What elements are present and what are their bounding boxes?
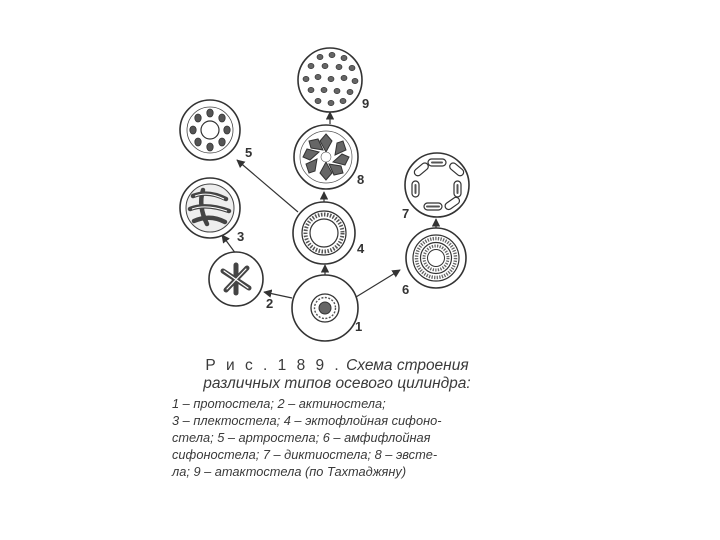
caption-line: сифоностела; 7 – диктиостела; 8 – эвсте- [172, 447, 438, 462]
caption-line: ла; 9 – атактостела (по Тахтаджяну) [172, 464, 407, 479]
caption-body [172, 395, 502, 480]
diagram-arthrostele [180, 100, 240, 160]
caption-line: 1 – протостела; 2 – актиностела; [172, 396, 386, 411]
label-1: 1 [355, 319, 363, 334]
caption-line: стела; 5 – артростела; 6 – амфифлойная [172, 430, 431, 445]
arrow-2-to-3 [222, 235, 236, 254]
figure-caption [172, 357, 502, 480]
label-8: 8 [357, 172, 365, 187]
diagram-eustele [294, 125, 358, 189]
diagram-amphiphloic-siphonostele [406, 228, 466, 288]
diagram-atactostele [298, 48, 362, 112]
diagram-protostele [292, 275, 358, 341]
caption-title-part1: Схема строения [346, 357, 469, 374]
label-5: 5 [245, 145, 253, 160]
caption-title-line2: различных типов осевого цилиндра: [203, 375, 471, 392]
arrow-4-to-5 [237, 160, 298, 212]
label-2: 2 [266, 296, 274, 311]
diagram-actinostele [209, 252, 263, 306]
figure-number: Р и с . 1 8 9 . [205, 357, 342, 374]
label-4: 4 [357, 241, 365, 256]
caption-title [172, 357, 502, 375]
diagram-dictyostele [405, 153, 469, 217]
caption-line: 3 – плектостела; 4 – эктофлойная сифоно- [172, 413, 442, 428]
diagram-plectostele [180, 178, 240, 238]
label-6: 6 [402, 282, 410, 297]
arrow-1-to-6 [356, 270, 400, 297]
label-3: 3 [237, 229, 245, 244]
label-7: 7 [402, 206, 410, 221]
label-9: 9 [362, 96, 370, 111]
diagram-ectophloic-siphonostele [293, 202, 355, 264]
